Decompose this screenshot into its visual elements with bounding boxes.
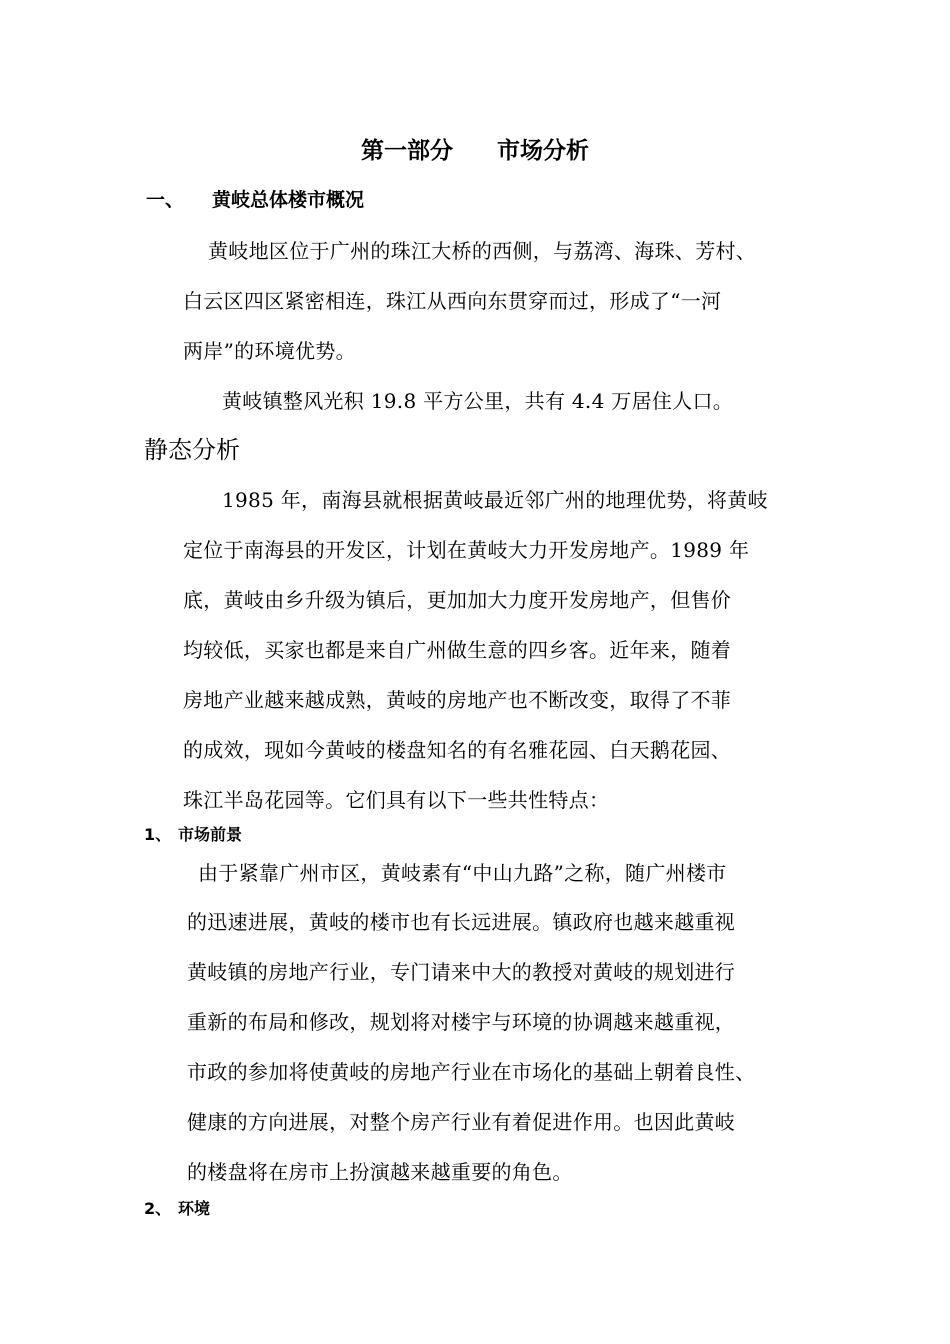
item-heading-text: 环境	[178, 1199, 211, 1218]
paragraph-line: 由于紧靠广州市区，黄岐素有“中山九路”之称，随广州楼市	[198, 861, 727, 885]
title-name: 市场分析	[497, 138, 589, 164]
item-heading-text: 市场前景	[178, 825, 243, 844]
paragraph-line: 的迅速进展，黄岐的楼市也有长远进展。镇政府也越来越重视	[187, 910, 736, 934]
paragraph-line: 定位于南海县的开发区，计划在黄岐大力开发房地产。1989 年	[183, 538, 750, 562]
item-heading-market-outlook	[144, 823, 242, 847]
paragraph-line: 市政的参加将使黄岐的房地产行业在市场化的基础上朝着良性、	[187, 1060, 756, 1084]
paragraph-line: 重新的布局和修改，规划将对楼宇与环境的协调越来越重视，	[187, 1010, 736, 1034]
paragraph-line: 健康的方向进展，对整个房产行业有着促进作用。也因此黄岐	[187, 1110, 736, 1134]
item-heading-environment	[144, 1197, 210, 1221]
section-heading-overview	[146, 185, 364, 215]
paragraph-line: 房地产业越来越成熟，黄岐的房地产也不断改变，取得了不菲	[183, 688, 732, 712]
paragraph-line: 均较低，买家也都是来自广州做生意的四乡客。近年来，随着	[183, 638, 732, 662]
title-part: 第一部分	[361, 138, 453, 164]
paragraph-line: 底，黄岐由乡升级为镇后，更加加大力度开发房地产，但售价	[183, 588, 732, 612]
paragraph-line: 1985 年，南海县就根据黄岐最近邻广州的地理优势，将黄岐	[222, 488, 768, 512]
paragraph-line: 黄岐镇的房地产行业，专门请来中大的教授对黄岐的规划进行	[187, 960, 736, 984]
paragraph-line: 珠江半岛花园等。它们具有以下一些共性特点：	[183, 788, 610, 812]
paragraph-line: 的楼盘将在房市上扮演越来越重要的角色。	[187, 1160, 573, 1184]
section-heading-static-analysis: 静态分析	[144, 436, 240, 464]
item-number: 2、	[144, 1199, 172, 1218]
section-heading-text: 黄岐总体楼市概况	[212, 189, 365, 211]
item-number: 1、	[144, 825, 172, 844]
section-number: 一、	[146, 189, 185, 211]
paragraph-line: 的成效，现如今黄岐的楼盘知名的有名雅花园、白天鹅花园、	[183, 738, 732, 762]
paragraph-line: 黄岐地区位于广州的珠江大桥的西侧，与荔湾、海珠、芳村、	[208, 239, 757, 263]
paragraph-line: 白云区四区紧密相连，珠江从西向东贯穿而过，形成了“一河	[183, 289, 722, 313]
paragraph-line: 黄岐镇整风光积 19.8 平方公里，共有 4.4 万居住人口。	[222, 389, 734, 413]
paragraph-line: 两岸”的环境优势。	[183, 339, 356, 363]
page-title	[0, 134, 950, 168]
